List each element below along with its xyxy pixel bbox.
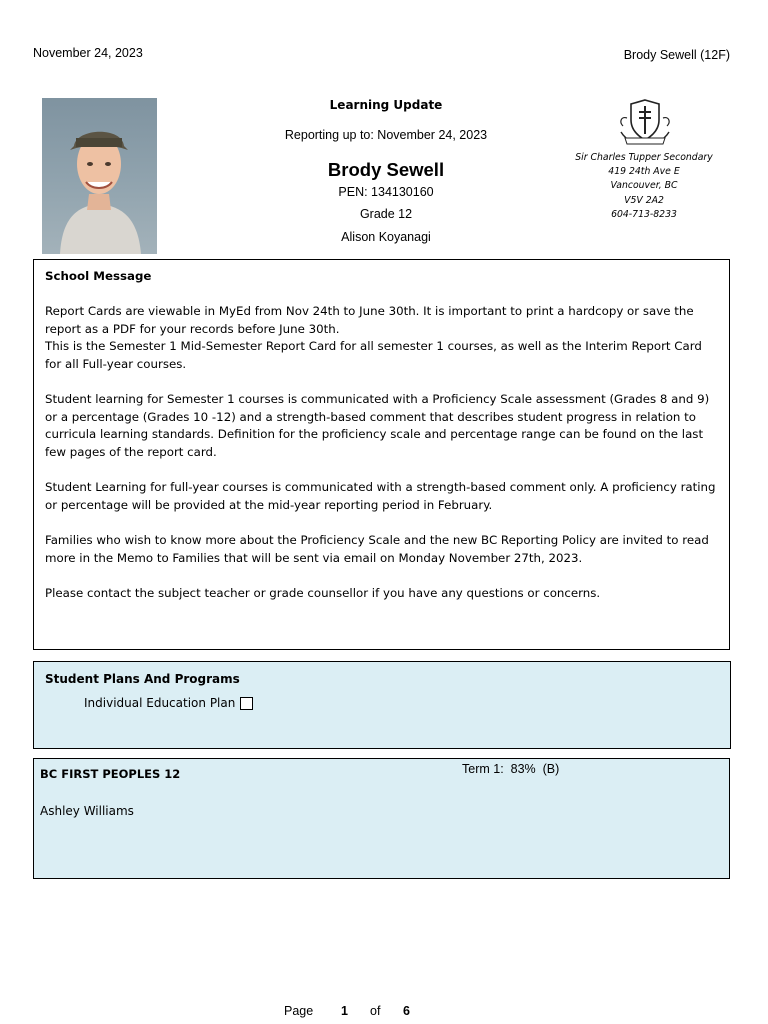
message-line: Report Cards are viewable in MyEd from Nov 24th to June 30th. It is important to print a hardcopy or save the report as a PDF for your records before June 30th. [45,304,694,336]
school-postal: V5V 2A2 [624,194,664,206]
school-message-box [33,259,730,650]
school-info [566,151,722,222]
report-title: Learning Update [329,98,443,112]
message-paragraph: Families who wish to know more about the Proficiency Scale and the new BC Reporting Policy are invited to read more in the Memo to Families that will be sent via email on Monday November 27th, 2023. [45,532,709,565]
course-term-mark: Term 1: 83% (B) [462,762,560,776]
student-name: Brody Sewell [327,159,445,180]
school-city: Vancouver, BC [610,180,678,192]
course-box [33,758,730,879]
report-date: November 24, 2023 [33,46,143,60]
footer-page-label: Page [284,1004,314,1018]
message-paragraph: Student learning for Semester 1 courses is communicated with a Proficiency Scale assessment (Grades 8 and 9) or a percentage (Grades 10 -12) and a strength-based comment that describes student progress in relation to curricula learning standards. Definition for the proficiency scale and percentage range can be found on the last few pages of the report card. [45,392,710,459]
school-crest-icon [617,98,673,150]
message-paragraph: Student Learning for full-year courses is communicated with a strength-based comment only. A proficiency rating or percentage will be provided at the mid-year reporting period in February. [45,480,716,512]
footer-total-pages: 6 [403,1004,410,1018]
student-id-line: Brody Sewell (12F) [623,48,730,62]
iep-label: Individual Education Plan [84,696,236,710]
footer-of-label: of [370,1004,381,1018]
reporting-period: Reporting up to: November 24, 2023 [284,128,488,142]
message-line: This is the Semester 1 Mid-Semester Report Card for all semester 1 courses, as well as the Interim Report Card for all Full-year courses. [45,339,702,371]
student-plans-box [33,661,731,749]
message-paragraph: Please contact the subject teacher or grade counsellor if you have any questions or concerns. [45,585,601,600]
footer-page-number: 1 [341,1004,348,1018]
student-pen: PEN: 134130160 [338,185,434,199]
counsellor-name: Alison Koyanagi [341,230,431,244]
message-paragraph [45,303,718,373]
student-grade: Grade 12 [359,207,413,221]
student-plans-title: Student Plans And Programs [45,672,240,686]
school-address: 419 24th Ave E [608,166,680,178]
school-name: Sir Charles Tupper Secondary [575,152,713,163]
course-teacher: Ashley Williams [40,804,134,818]
school-message-heading: School Message [45,269,152,283]
school-phone: 604-713-8233 [611,208,677,220]
student-photo [42,98,157,254]
iep-checkbox[interactable] [240,697,253,710]
course-title: BC FIRST PEOPLES 12 [40,767,181,781]
